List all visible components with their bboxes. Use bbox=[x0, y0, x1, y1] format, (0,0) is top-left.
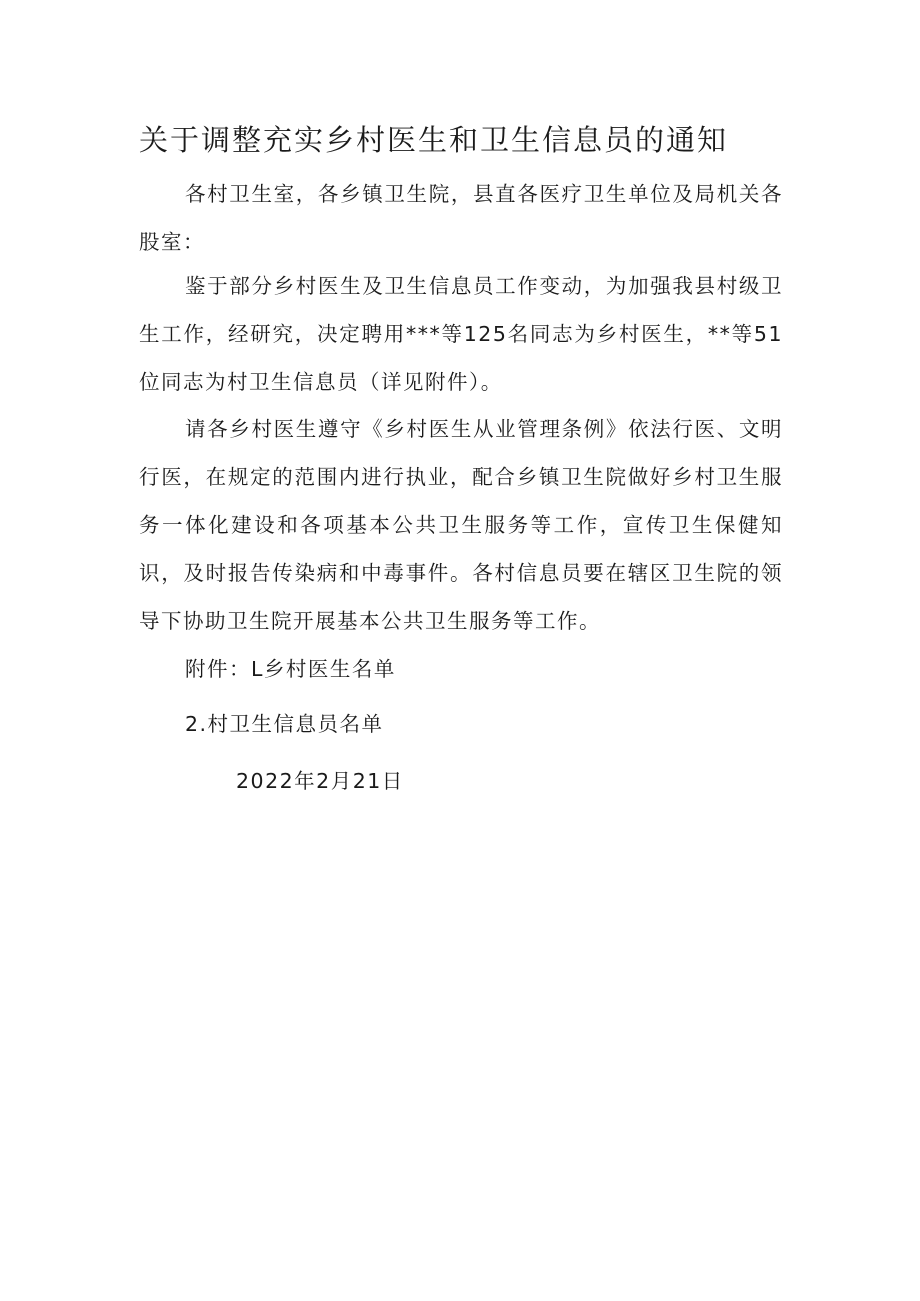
attachment-item-2: 2.村卫生信息员名单 bbox=[185, 712, 384, 736]
body-paragraph-requirements: 请各乡村医生遵守《乡村医生从业管理条例》依法行医、文明行医，在规定的范围内进行执业，配合乡镇卫生院做好乡村卫生服务一体化建设和各项基本公共卫生服务等工作，宣传卫生保健知识，及时报告传染病和中毒事件。各村信息员要在辖区卫生院的领导下协助卫生院开展基本公共卫生服务等工作。 bbox=[139, 417, 783, 633]
body-paragraph-appointment: 鉴于部分乡村医生及卫生信息员工作变动，为加强我县村级卫生工作，经研究，决定聘用***等125名同志为乡村医生，**等51位同志为村卫生信息员（详见附件）。 bbox=[139, 274, 783, 394]
document-title: 关于调整充实乡村医生和卫生信息员的通知 bbox=[139, 123, 729, 157]
salutation: 各村卫生室，各乡镇卫生院，县直各医疗卫生单位及局机关各股室： bbox=[139, 182, 783, 254]
document-date: 2022年2月21日 bbox=[236, 769, 404, 793]
attachment-item-1: 附件：L乡村医生名单 bbox=[185, 657, 396, 681]
